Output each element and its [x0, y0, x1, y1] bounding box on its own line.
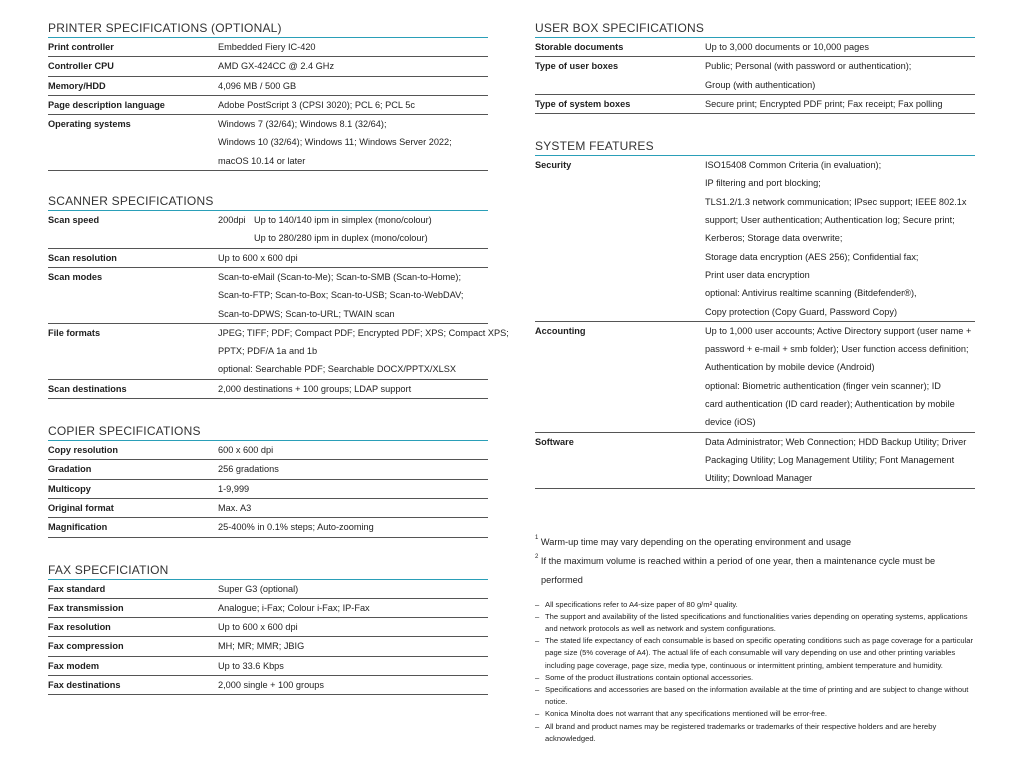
spec-value [218, 618, 488, 636]
spec-table [535, 38, 975, 114]
spec-label: Memory/HDD [48, 80, 106, 91]
user-box-specifications-section [535, 20, 975, 114]
section-title: SCANNER SPECIFICATIONS [48, 193, 488, 211]
spec-label: Scan destinations [48, 383, 127, 394]
spec-value-line: 256 gradations [218, 464, 279, 475]
footnote-1 [535, 533, 975, 552]
spec-value-line: 4,096 MB / 500 GB [218, 80, 297, 91]
spec-value [705, 38, 975, 56]
spec-table [535, 156, 975, 488]
spec-table [48, 580, 488, 696]
copier-specifications-section [48, 423, 488, 537]
spec-value-line: Up to 3,000 documents or 10,000 pages [705, 42, 869, 52]
spec-label: Copy resolution [48, 445, 118, 456]
spec-value-line: PPTX; PDF/A 1a and 1b [218, 346, 318, 357]
spec-value-line: Public; Personal (with password or authentication); [705, 61, 912, 72]
table-row [48, 324, 509, 380]
spec-value [218, 77, 488, 95]
section-title: COPIER SPECIFICATIONS [48, 423, 488, 441]
spec-value-line: JPEG; TIFF; PDF; Compact PDF; Encrypted PDF; XPS; Compact XPS; [218, 327, 509, 338]
spec-value-line: 2,000 single + 100 groups [218, 680, 324, 691]
note-text: The stated life expectancy of each consumable is based on specific operating conditions such as page coverage for a particular page size (5% coverage of A4). The actual life of each consumable will vary depending on use and other printing variables including page coverage, page size, media type, continuous or intermittent printing, ambient temperature and humidity. [545, 636, 974, 670]
spec-value-line: Analogue; i-Fax; Colour i-Fax; IP-Fax [218, 602, 370, 613]
table-row [535, 38, 975, 57]
spec-value-line: password + e-mail + smb folder); User function access definition; [705, 344, 969, 355]
spec-value-line: 25-400% in 0.1% steps; Auto-zooming [218, 522, 374, 533]
spec-value [218, 637, 488, 655]
spec-value-line: Super G3 (optional) [218, 583, 299, 594]
spec-value-line: Secure print; Encrypted PDF print; Fax receipt; Fax polling [705, 98, 943, 109]
dash-bullet: – [535, 599, 540, 609]
spec-value [218, 249, 488, 267]
spec-value [218, 657, 488, 675]
spec-value-line: Embedded Fiery IC-420 [218, 42, 316, 52]
table-row [48, 657, 488, 676]
spec-label: Scan speed [48, 215, 100, 226]
spec-value [218, 499, 488, 517]
spec-label: Fax resolution [48, 622, 111, 633]
spec-value-line: optional: Searchable PDF; Searchable DOCX/PPTX/XLSX [218, 364, 456, 375]
spec-value [705, 95, 975, 113]
scanner-specifications-section [48, 193, 509, 399]
table-row [48, 618, 488, 637]
spec-label: Operating systems [48, 119, 131, 130]
spec-value-line: Up to 600 x 600 dpi [218, 252, 298, 263]
spec-table [48, 38, 488, 171]
list-item [535, 611, 975, 635]
spec-value-line: Max. A3 [218, 502, 252, 513]
section-title: FAX SPECFICIATION [48, 562, 488, 580]
spec-value-line: Up to 33.6 Kbps [218, 660, 284, 671]
spec-label: Scan modes [48, 271, 103, 282]
spec-value-line: 1-9,999 [218, 483, 250, 494]
note-text: All specifications refer to A4-size paper of 80 g/m² quality. [545, 599, 738, 609]
table-row [48, 599, 488, 618]
section-title: PRINTER SPECIFICATIONS (OPTIONAL) [48, 20, 488, 38]
spec-value-line: device (iOS) [705, 417, 756, 428]
note-text: Specifications and accessories are based on the information available at the time of printing and are subject to change without notice. [545, 684, 969, 707]
list-item [535, 708, 975, 720]
spec-value-line: Print user data encryption [705, 269, 810, 280]
table-row [48, 211, 488, 249]
list-item [535, 635, 975, 672]
spec-label: Scan resolution [48, 252, 117, 263]
note-text: Konica Minolta does not warrant that any specifications mentioned will be error-free. [545, 709, 827, 719]
spec-value-line: AMD GX-424CC @ 2.4 GHz [218, 61, 335, 72]
spec-value [705, 433, 975, 488]
table-row [48, 460, 488, 479]
spec-value [218, 518, 488, 536]
table-row [48, 77, 488, 96]
spec-value [218, 380, 488, 398]
spec-value [218, 115, 488, 170]
list-item [535, 684, 975, 708]
spec-label: Controller CPU [48, 61, 114, 72]
table-row [48, 580, 488, 599]
footnote-text: If the maximum volume is reached within a period of one year, then a maintenance cycle must be [540, 555, 936, 566]
spec-value-line: 2,000 destinations + 100 groups; LDAP support [218, 383, 412, 394]
spec-label: Fax destinations [48, 680, 121, 691]
spec-value-line: ISO15408 Common Criteria (in evaluation); [705, 160, 882, 171]
dash-bullet: – [535, 709, 540, 719]
footnote-text: Warm-up time may vary depending on the operating environment and usage [540, 536, 852, 547]
table-row [48, 57, 488, 76]
spec-value-line: TLS1.2/1.3 network communication; IPsec support; IEEE 802.1x [705, 196, 967, 207]
footnote-mark: 2 [535, 553, 539, 560]
table-row [48, 637, 488, 656]
spec-value-line: optional: Biometric authentication (finger vein scanner); ID [705, 380, 941, 391]
spec-value [218, 57, 488, 75]
spec-value [218, 480, 488, 498]
section-title: SYSTEM FEATURES [535, 138, 975, 156]
spec-label: Print controller [48, 42, 114, 52]
spec-value-line: Adobe PostScript 3 (CPSI 3020); PCL 6; PCL 5c [218, 99, 415, 110]
spec-label: Page description language [48, 99, 165, 110]
printer-specifications-section [48, 20, 488, 171]
spec-value [218, 96, 488, 114]
spec-label: Fax modem [48, 660, 100, 671]
section-title: USER BOX SPECIFICATIONS [535, 20, 975, 38]
right-column [535, 20, 975, 745]
spec-label: Type of system boxes [535, 98, 631, 109]
scan-speed-duplex: Up to 280/280 ipm in duplex (mono/colour) [254, 233, 428, 244]
spec-label: Security [535, 160, 572, 171]
footnote-mark: 1 [535, 534, 539, 541]
spec-value-line: MH; MR; MMR; JBIG [218, 641, 305, 652]
scan-speed-dpi: 200dpi [218, 215, 246, 226]
left-column [48, 20, 509, 695]
dash-bullet: – [535, 672, 540, 682]
table-row [48, 518, 488, 537]
spec-value [218, 211, 488, 248]
spec-value-line: Scan-to-eMail (Scan-to-Me); Scan-to-SMB (Scan-to-Home); [218, 271, 462, 282]
spec-value [218, 599, 488, 617]
spec-value-line: IP filtering and port blocking; [705, 178, 821, 189]
list-item [535, 672, 975, 684]
table-row [48, 380, 488, 399]
table-row [48, 115, 488, 171]
spec-value [218, 441, 488, 459]
table-row [48, 441, 488, 460]
fax-specification-section [48, 562, 488, 696]
list-item [535, 599, 975, 611]
table-row [535, 322, 975, 433]
table-row [48, 249, 488, 268]
table-row [48, 38, 488, 57]
spec-value [705, 322, 975, 432]
spec-value [705, 156, 975, 321]
spec-value-line: Packaging Utility; Log Management Utility; Font Management [705, 454, 955, 465]
footnote-2-continued: performed [541, 574, 583, 585]
spec-label: Magnification [48, 522, 108, 533]
spec-value [218, 460, 488, 478]
spec-value-line: macOS 10.14 or later [218, 155, 306, 166]
spec-value-line: card authentication (ID card reader); Authentication by mobile [705, 399, 955, 410]
table-row [535, 57, 975, 95]
spec-value [218, 324, 509, 379]
spec-value-line: Group (with authentication) [705, 79, 816, 90]
disclaimer-notes [535, 599, 975, 745]
table-row [48, 499, 488, 518]
spec-value-line: Windows 10 (32/64); Windows 11; Windows Server 2022; [218, 137, 452, 148]
spec-value-line: Utility; Download Manager [705, 473, 813, 484]
note-text: Some of the product illustrations contain optional accessories. [545, 672, 754, 682]
spec-value-line: Copy protection (Copy Guard, Password Copy) [705, 306, 897, 317]
note-text: The support and availability of the listed specifications and functionalities varies depending on operating systems, applications and network protocols as well as network and system configurations. [545, 611, 968, 633]
spec-value [218, 38, 488, 56]
spec-value-line: Scan-to-FTP; Scan-to-Box; Scan-to-USB; Scan-to-WebDAV; [218, 290, 464, 301]
spec-value-line: Kerberos; Storage data overwrite; [705, 233, 843, 244]
scan-speed-simplex: Up to 140/140 ipm in simplex (mono/colour) [254, 215, 432, 226]
dash-bullet: – [535, 721, 540, 731]
spec-value-line: Up to 600 x 600 dpi [218, 622, 298, 633]
dash-bullet: – [535, 684, 540, 694]
table-row [48, 480, 488, 499]
system-features-section [535, 138, 975, 488]
spec-value [218, 676, 488, 694]
spec-value [218, 268, 488, 323]
spec-value-line: Up to 1,000 user accounts; Active Directory support (user name + [705, 325, 972, 336]
spec-label: Fax compression [48, 641, 124, 652]
spec-value-line: 600 x 600 dpi [218, 445, 274, 456]
spec-label: Multicopy [48, 483, 91, 494]
spec-value-line: Scan-to-DPWS; Scan-to-URL; TWAIN scan [218, 308, 395, 319]
table-row [535, 156, 975, 322]
spec-label: Type of user boxes [535, 61, 619, 72]
spec-value-line: Authentication by mobile device (Android) [705, 362, 875, 373]
spec-label: File formats [48, 327, 101, 338]
note-text: All brand and product names may be registered trademarks or trademarks of their respective holders and are hereby acknowledged. [545, 721, 937, 743]
table-row [535, 95, 975, 114]
spec-value-line: Windows 7 (32/64); Windows 8.1 (32/64); [218, 119, 387, 130]
spec-label: Fax standard [48, 583, 106, 594]
dash-bullet: – [535, 636, 540, 646]
footnote-2 [535, 552, 975, 571]
spec-label: Original format [48, 502, 114, 513]
list-item [535, 721, 975, 745]
spec-table [48, 441, 488, 537]
table-row [535, 433, 975, 489]
spec-value [218, 580, 488, 598]
table-row [48, 96, 488, 115]
spec-table [48, 249, 509, 399]
spec-value [705, 57, 975, 94]
spec-value-line: optional: Antivirus realtime scanning (Bitdefender®), [705, 288, 917, 299]
spec-label: Storable documents [535, 42, 624, 52]
spec-label: Gradation [48, 464, 92, 475]
spec-value-line: Data Administrator; Web Connection; HDD Backup Utility; Driver [705, 436, 967, 447]
table-row [48, 676, 488, 695]
spec-label: Software [535, 436, 574, 447]
spec-label: Fax transmission [48, 602, 124, 613]
spec-label: Accounting [535, 325, 586, 336]
spec-value-line: support; User authentication; Authentication log; Secure print; [705, 215, 955, 226]
footnotes [535, 533, 975, 590]
spec-value-line: Storage data encryption (AES 256); Confidential fax; [705, 251, 919, 262]
dash-bullet: – [535, 611, 540, 621]
table-row [48, 268, 488, 324]
